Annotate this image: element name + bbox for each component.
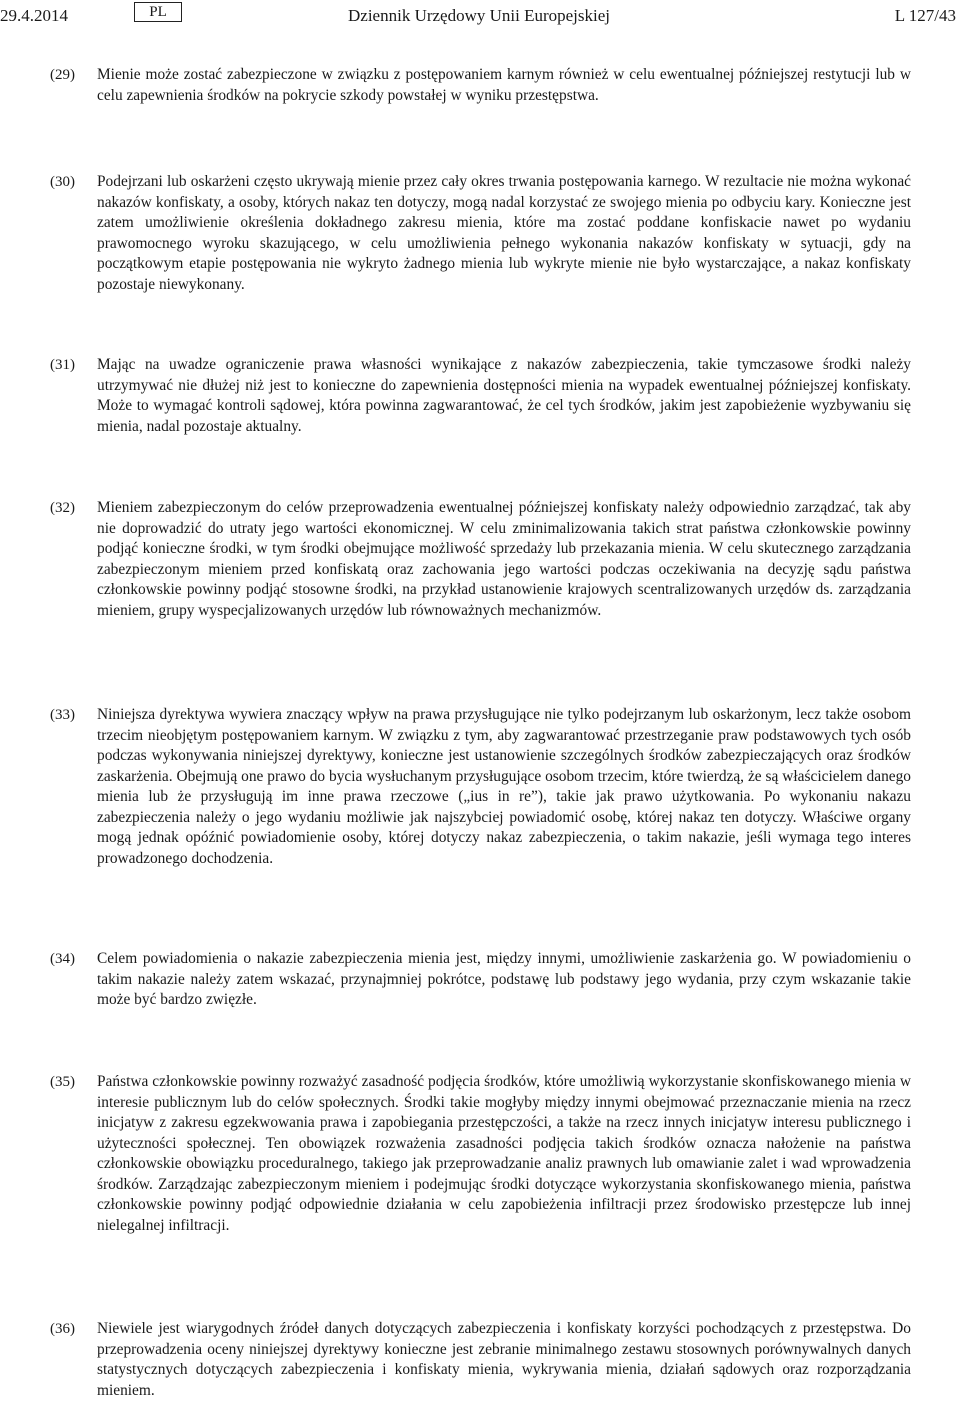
language-badge: PL: [134, 2, 182, 22]
recital-text: Mieniem zabezpieczonym do celów przeprowadzenia ewentualnej późniejszej konfiskaty należy odpowiednio zarządzać, tak aby nie doprowadzić do utraty jego wartości ekonomicznej. W celu zminimalizowania takich strat państwa członkowskie powinny podjąć konieczne środki, w tym środki obejmujące możliwość sprzedaży lub przekazania mienia. W celu skutecznego zarządzania zabezpieczonym mieniem przed konfiskatą oraz zachowania jego wartości podczas oczekiwania na decyzję sądu państwa członkowskie powinny podjąć stosowne środki, na przykład ustanowienie krajowych scentralizowanych urzędów ds. zarządzania mieniem, grupy wyspecjalizowanych urzędów lub równoważnych mechanizmów.: [97, 499, 911, 619]
recital-text: Mając na uwadze ograniczenie prawa własności wynikające z nakazów zabezpieczenia, takie tymczasowe środki należy utrzymywać nie dłużej niż jest to konieczne do zapewnienia dostępności mienia na wypadek ewentualnej późniejszej konfiskaty. Może to wymagać kontroli sądowej, która powinna zagwarantować, że cel tych środków, jakim jest zapobieżenie wyzbywaniu się mienia, nadal pozostaje aktualny.: [97, 356, 911, 435]
recital-number: (36): [50, 1321, 75, 1337]
recital-text: Podejrzani lub oskarżeni często ukrywają mienie przez cały okres trwania postępowania karnego. W rezultacie nie można wykonać nakazów konfiskaty, a osoby, których nakaz ten dotyczy, mogą nadal korzystać ze swojego mienia po odbyciu kary. Konieczne jest zatem umożliwienie określenia dokładnego zakresu mienia, które ma zostać poddane konfiskacie nawet po wydaniu prawomocnego wyroku skazującego, w celu umożliwienia pełnego wykonania nakazów konfiskaty w sytuacji, gdy na początkowym etapie postępowania nie wykryto żadnego mienia lub wykryte mienie nie było wystarczające, a nakaz konfiskaty pozostaje niewykonany.: [97, 173, 911, 293]
recital-number: (35): [50, 1074, 75, 1090]
page-reference: L 127/43: [894, 6, 956, 25]
recital-text: Niewiele jest wiarygodnych źródeł danych dotyczących zabezpieczenia i konfiskaty korzyści pochodzących z przestępstwa. Do przeprowadzenia oceny niniejszej dyrektywy konieczne jest zebranie minimalnego zestawu stosownych porównywalnych danych statystycznych dotyczących zabezpieczenia i konfiskaty mienia, wykrywania mienia, działań sądowych oraz rozporządzania mieniem.: [97, 1320, 911, 1399]
publication-date: 29.4.2014: [0, 6, 68, 25]
recital-number: (29): [50, 67, 75, 83]
recital-text: Państwa członkowskie powinny rozważyć zasadność podjęcia środków, które umożliwią wykorzystanie skonfiskowanego mienia w interesie publicznym lub do celów społecznych. Środki takie mogłyby między innymi obejmować przeznaczanie mienia na rzecz inicjatyw z zakresu egzekwowania prawa i zapobiegania przestępczości, a także na rzecz innych inicjatyw interesu publicznego i użyteczności społecznej. Ten obowiązek rozważenia zasadności podjęcia takich środków oznacza nałożenie na państwa członkowskie obowiązku proceduralnego, takiego jak przeprowadzanie analiz prawnych lub omawianie zalet i wad wprowadzenia środków. Zarządzając zabezpieczonym mieniem i podejmując środki dotyczące wykorzystania skonfiskowanego mienia, państwa członkowskie powinny podjąć odpowiednie działania w celu zapobieżenia infiltracji przez środowisko przestępcze lub innej nielegalnej infiltracji.: [97, 1073, 911, 1234]
recital-text: Mienie może zostać zabezpieczone w związku z postępowaniem karnym również w celu ewentualnej późniejszej restytucji lub w celu zapewnienia środków na pokrycie szkody powstałej w wyniku przestępstwa.: [97, 66, 911, 104]
recital-text: Celem powiadomienia o nakazie zabezpieczenia mienia jest, między innymi, umożliwienie zaskarżenia go. W powiadomieniu o takim nakazie należy zatem wskazać, przynajmniej pokrótce, podstawę lub podstawy jego wydania, przy czym wskazanie takie może być bardzo zwięzłe.: [97, 950, 911, 1008]
recital-number: (30): [50, 174, 75, 190]
recital-number: (32): [50, 500, 75, 516]
recital-number: (33): [50, 707, 75, 723]
page-header: [0, 0, 960, 40]
recital-text: Niniejsza dyrektywa wywiera znaczący wpływ na prawa przysługujące nie tylko podejrzanym lub oskarżonym, lecz także osobom trzecim nieobjętym postępowaniem karnym. W związku z tym, aby zagwarantować przestrzeganie praw podstawowych tych osób podczas wykonywania niniejszej dyrektywy, konieczne jest ustanowienie szczególnych środków zabezpieczających oraz środków zaskarżenia. Obejmują one prawo do bycia wysłuchanym przysługujące osobom trzecim, które twierdzą, że są właścicielem danego mienia lub że przysługują im inne prawa rzeczowe („ius in re”), takie jak prawo użytkowania. Po wykonaniu nakazu zabezpieczenia należy o jego wydaniu możliwie jak najszybciej powiadomić osobę, której nakaz ten dotyczy. Właściwe organy mogą jednak opóźnić powiadomienie osoby, której dotyczy nakaz zabezpieczenia, o takim nakazie, jeśli wymaga tego interes prowadzonego dochodzenia.: [97, 706, 911, 867]
recital-number: (31): [50, 357, 75, 373]
journal-title: Dziennik Urzędowy Unii Europejskiej: [348, 6, 611, 25]
recital-number: (34): [50, 951, 75, 967]
